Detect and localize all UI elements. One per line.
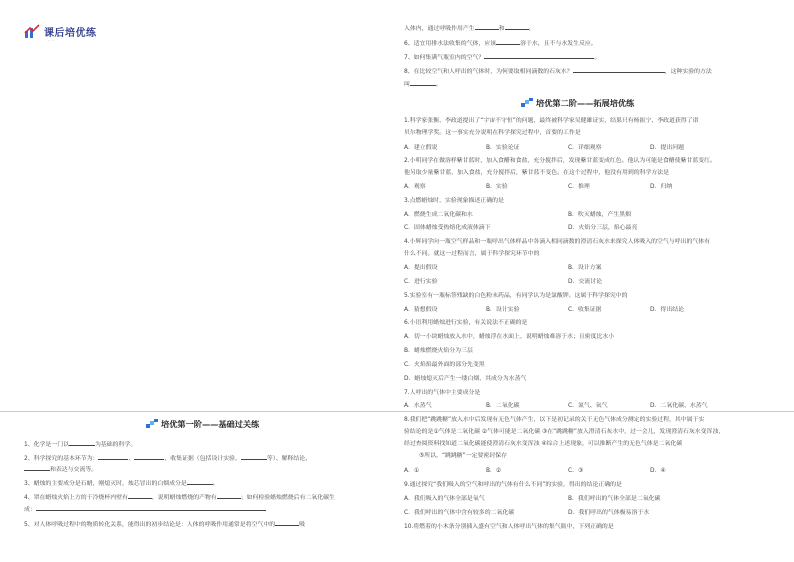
mc-question-2: 2.小明同学在做溶样紫甘蓝时，加入食醋和食盐，充分搅拌后，发现紫甘蓝变成红色。他认为可能是食醋使紫甘蓝变红。 — [404, 158, 716, 164]
option-a[interactable]: A．燃烧生成二氧化碳和水 — [404, 212, 473, 218]
option-b[interactable]: B．设计实验 — [486, 307, 520, 313]
option-b[interactable]: B．设计方案 — [568, 265, 602, 271]
section-icon — [146, 419, 158, 429]
section-title-basic — [146, 419, 259, 430]
option-d[interactable]: D．我们呼出的气体极易溶于水 — [568, 510, 650, 516]
mc-question-8-cont-1: 验结论的是①气体是二氧化碳 ②气体可能是二氧化碳 ③在“跳跳糖”放入澄清石灰水中，过一会儿，发现澄清石灰水变浑浊， — [404, 429, 725, 435]
answer-blank[interactable] — [505, 24, 529, 30]
option-a[interactable]: A．切一小块蜡烛放入水中，蜡烛浮在水面上，说明蜡烛难溶于水；且密度比水小 — [404, 334, 615, 340]
mc-question-5: 5.实验室有一瓶标签残缺的白色粉末药品，有同学认为是氯酸钾。这属于科学探究中的 — [404, 293, 628, 299]
option-d[interactable]: D．火焰分三层，焰心最亮 — [568, 225, 638, 231]
mc-question-4: 4.小辉同学向一瓶空气样品和一瓶呼出气体样品中各滴入相同滴数的澄清石灰水来探究人体吸入的空气与呼出的气体有 — [404, 239, 711, 245]
question-6-fill: 6、适宜用排水法收集的气体，应该 溶于水，且不与水发生反应。 — [404, 41, 597, 47]
mc-question-4-cont: 什么不同。就这一过程而言，属于科学探究环节中的 — [404, 251, 540, 257]
answer-blank[interactable] — [24, 465, 50, 471]
question-3: 3、蜡烛的主要成分是石蜡，刚熄灭时，烛芯冒出的白烟成分是 。 — [24, 481, 219, 487]
mc-question-10: 10.将燃着的小木条分别插入盛有空气和人体呼出气体的集气瓶中，下列正确的是 — [404, 524, 614, 530]
option-b[interactable]: B．我们呼出的气体全部是二氧化碳 — [568, 496, 661, 502]
mc-question-2-cont: 他另取少量紫甘蓝，加入食盐，充分搅拌后，紫甘蓝不变色。在这个过程中，他没有用到的科学方法是 — [404, 170, 670, 176]
question-4-cont: 成： — [24, 505, 266, 514]
answer-blank[interactable] — [187, 479, 213, 485]
option-b[interactable]: B．② — [486, 468, 502, 474]
question-2: 2、科学探究的基本环节为： 、 、收集证据（包括设计实验、 等）、解释结论、 — [24, 456, 312, 462]
option-b[interactable]: B．实验 — [486, 184, 508, 190]
answer-blank[interactable] — [410, 80, 436, 86]
option-d[interactable]: D．蜡烛熄灭后产生一缕白烟，其成分为水蒸气 — [404, 376, 527, 382]
option-b[interactable]: B．二氧化碳 — [486, 403, 520, 409]
answer-blank[interactable] — [217, 493, 241, 499]
option-b[interactable]: B．吹灭蜡烛，产生黑烟 — [568, 212, 631, 218]
question-5: 5、对人体呼吸过程中的物质转化关系，能得出的初步结论是：人体的呼吸作用通常是将空气中的 吸 — [24, 522, 306, 528]
mc-question-9: 9.通过探究“我们吸入的空气和呼出的气体有什么不同”的实验，得出的结论正确的是 — [404, 482, 622, 488]
option-d[interactable]: D．得出结论 — [650, 307, 684, 313]
mc-question-8-cont-2: 经过查阅资料找知道二氧化碳能使澄清石灰水变浑浊 ④综合上述现象，可以推断产生的无色气体是二氧化碳 — [404, 441, 683, 447]
option-d[interactable]: D．提出问题 — [650, 145, 684, 151]
option-a[interactable]: A．我们吸入的气体全部是氧气 — [404, 496, 485, 502]
logo-icon — [24, 24, 40, 40]
option-a[interactable]: A．① — [404, 468, 420, 474]
answer-blank[interactable] — [241, 454, 267, 460]
section-title-text: 培优第二阶——拓展培优练 — [536, 98, 635, 108]
mc-question-1: 1.科学家张衡、李政道提出了“宇宙不守恒”的问题，最终被科学家吴健雄证实，结果只有杨振宁、李政道获得了诺 — [404, 118, 699, 124]
answer-blank[interactable] — [573, 67, 665, 73]
option-a[interactable]: A．猜想假设 — [404, 307, 438, 313]
option-c[interactable]: C．进行实验 — [404, 279, 438, 285]
mc-question-6: 6.小语利用蜡烛进行实验，有关说法不正确的是 — [404, 320, 528, 326]
option-c[interactable]: C．③ — [568, 468, 584, 474]
mc-question-7: 7.人呼出的气体中主要成分是 — [404, 390, 481, 396]
mc-question-8-cont-3: ⑤所以，“跳跳糖”一定要密封保存 — [419, 453, 507, 459]
question-2-cont: 和表达与交流等。 — [24, 465, 97, 474]
option-a[interactable]: A．建立假说 — [404, 145, 438, 151]
question-8-fill-cont: 叫 。 — [404, 82, 442, 88]
option-a[interactable]: A．观察 — [404, 184, 426, 190]
mc-question-3: 3.点燃蜡烛时，实验现象描述正确的是 — [404, 198, 504, 204]
option-d[interactable]: D．交流讨论 — [568, 279, 602, 285]
option-c[interactable]: C．我们呼出的气体中含有较多的二氧化碳 — [404, 510, 515, 516]
option-b[interactable]: B．蜡烛燃烧火焰分为三层 — [404, 348, 473, 354]
answer-blank[interactable] — [475, 24, 499, 30]
mc-question-8: 8.我们把“跳跳糖”放入水中后发现有无色气体产生，以下是初记录的关于无色气体成分测定的实验过程，其中属于实 — [404, 417, 705, 423]
question-5-cont: 入体内，通过呼吸作用产生 和 。 — [404, 26, 535, 32]
answer-blank[interactable] — [484, 53, 594, 59]
option-c[interactable]: C．推理 — [568, 184, 590, 190]
option-c[interactable]: C．氮气、氧气 — [568, 403, 608, 409]
answer-blank[interactable] — [128, 493, 152, 499]
option-b[interactable]: B．实验论证 — [486, 145, 520, 151]
brand-subtitle: · · · — [48, 38, 55, 43]
option-d[interactable]: D．归纳 — [650, 184, 673, 190]
mc-question-1-cont: 贝尔物理学奖。这一事实充分说明在科学探究过程中，首要的工作是 — [404, 130, 581, 136]
option-c[interactable]: C．固体蜡烛受热熔化成液体滴下 — [404, 225, 491, 231]
option-c[interactable]: C．收集证据 — [568, 307, 602, 313]
option-d[interactable]: D．④ — [650, 468, 666, 474]
option-c[interactable]: C．详细观察 — [568, 145, 602, 151]
question-1: 1、化学是一门以 为基础的科学。 — [24, 442, 137, 448]
section-title-advanced — [521, 98, 634, 109]
question-7-fill: 7、如何集满气瓶室内的空气？ 。 — [404, 55, 601, 61]
answer-blank[interactable] — [496, 39, 520, 45]
question-4: 4、罩在蜡烛火焰上方的干冷烧杯内壁有 ，说明蜡烛燃烧的产物有 ；如何检验蜡烛燃烧后有二氧化碳生 — [24, 495, 335, 501]
answer-blank[interactable] — [36, 505, 266, 511]
question-8-fill: 8、在比较空气和人呼出的气体时，为何要取相同滴数的石灰水？ ，这种实验的方法 — [404, 69, 712, 75]
option-a[interactable]: A．水蒸气 — [404, 403, 432, 409]
answer-blank[interactable] — [134, 454, 164, 460]
brand-title: 课后培优练 — [44, 28, 97, 39]
option-a[interactable]: A．提出假设 — [404, 265, 438, 271]
option-d[interactable]: D．二氧化碳、水蒸气 — [650, 403, 708, 409]
answer-blank[interactable] — [275, 520, 299, 526]
section-title-text: 培优第一阶——基础过关练 — [161, 419, 260, 429]
right-page — [397, 0, 794, 562]
option-c[interactable]: C．火焰焰最外面的部分先变黑 — [404, 362, 485, 368]
answer-blank[interactable] — [69, 440, 95, 446]
answer-blank[interactable] — [98, 454, 128, 460]
section-icon — [521, 98, 533, 108]
